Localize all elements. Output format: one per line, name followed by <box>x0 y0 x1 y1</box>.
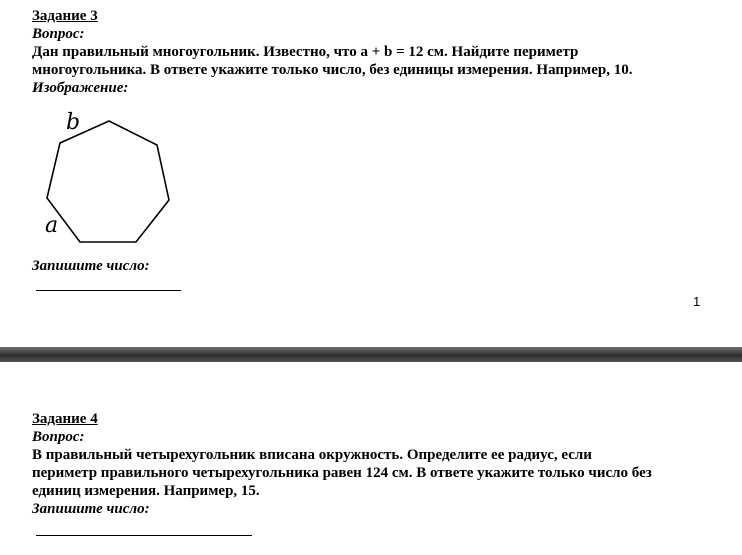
heptagon-figure <box>30 105 180 250</box>
heptagon-shape <box>47 121 169 242</box>
task-3-question-line-2: многоугольника. В ответе укажите только число, без единицы измерения. Например, 10. <box>32 62 633 78</box>
page-separator <box>0 347 742 362</box>
task-4-question-label: Вопрос: <box>32 429 85 445</box>
task-3-title: Задание 3 <box>32 8 98 24</box>
task-4-question-line-2: периметр правильного четырехугольника равен 124 см. В ответе укажите только число без <box>32 465 652 481</box>
side-label-a: a <box>45 213 59 238</box>
task-4-answer-input[interactable] <box>36 535 252 536</box>
task-4-question-line-1: В правильный четырехугольник вписана окружность. Определите ее радиус, если <box>32 447 592 463</box>
task-3-answer-input[interactable] <box>36 290 181 291</box>
task-4-answer-label: Запишите число: <box>32 501 150 517</box>
task-3-question-label: Вопрос: <box>32 26 85 42</box>
page-number: 1 <box>693 294 701 309</box>
task-3-question-line-1: Дан правильный многоугольник. Известно, что a + b = 12 см. Найдите периметр <box>32 44 579 60</box>
task-4-question-line-3: единиц измерения. Например, 15. <box>32 483 260 499</box>
side-label-b: b <box>66 110 81 135</box>
task-3-answer-label: Запишите число: <box>32 258 150 274</box>
task-3-image-label: Изображение: <box>32 80 129 96</box>
page-2 <box>0 362 742 555</box>
task-4-title: Задание 4 <box>32 411 98 427</box>
